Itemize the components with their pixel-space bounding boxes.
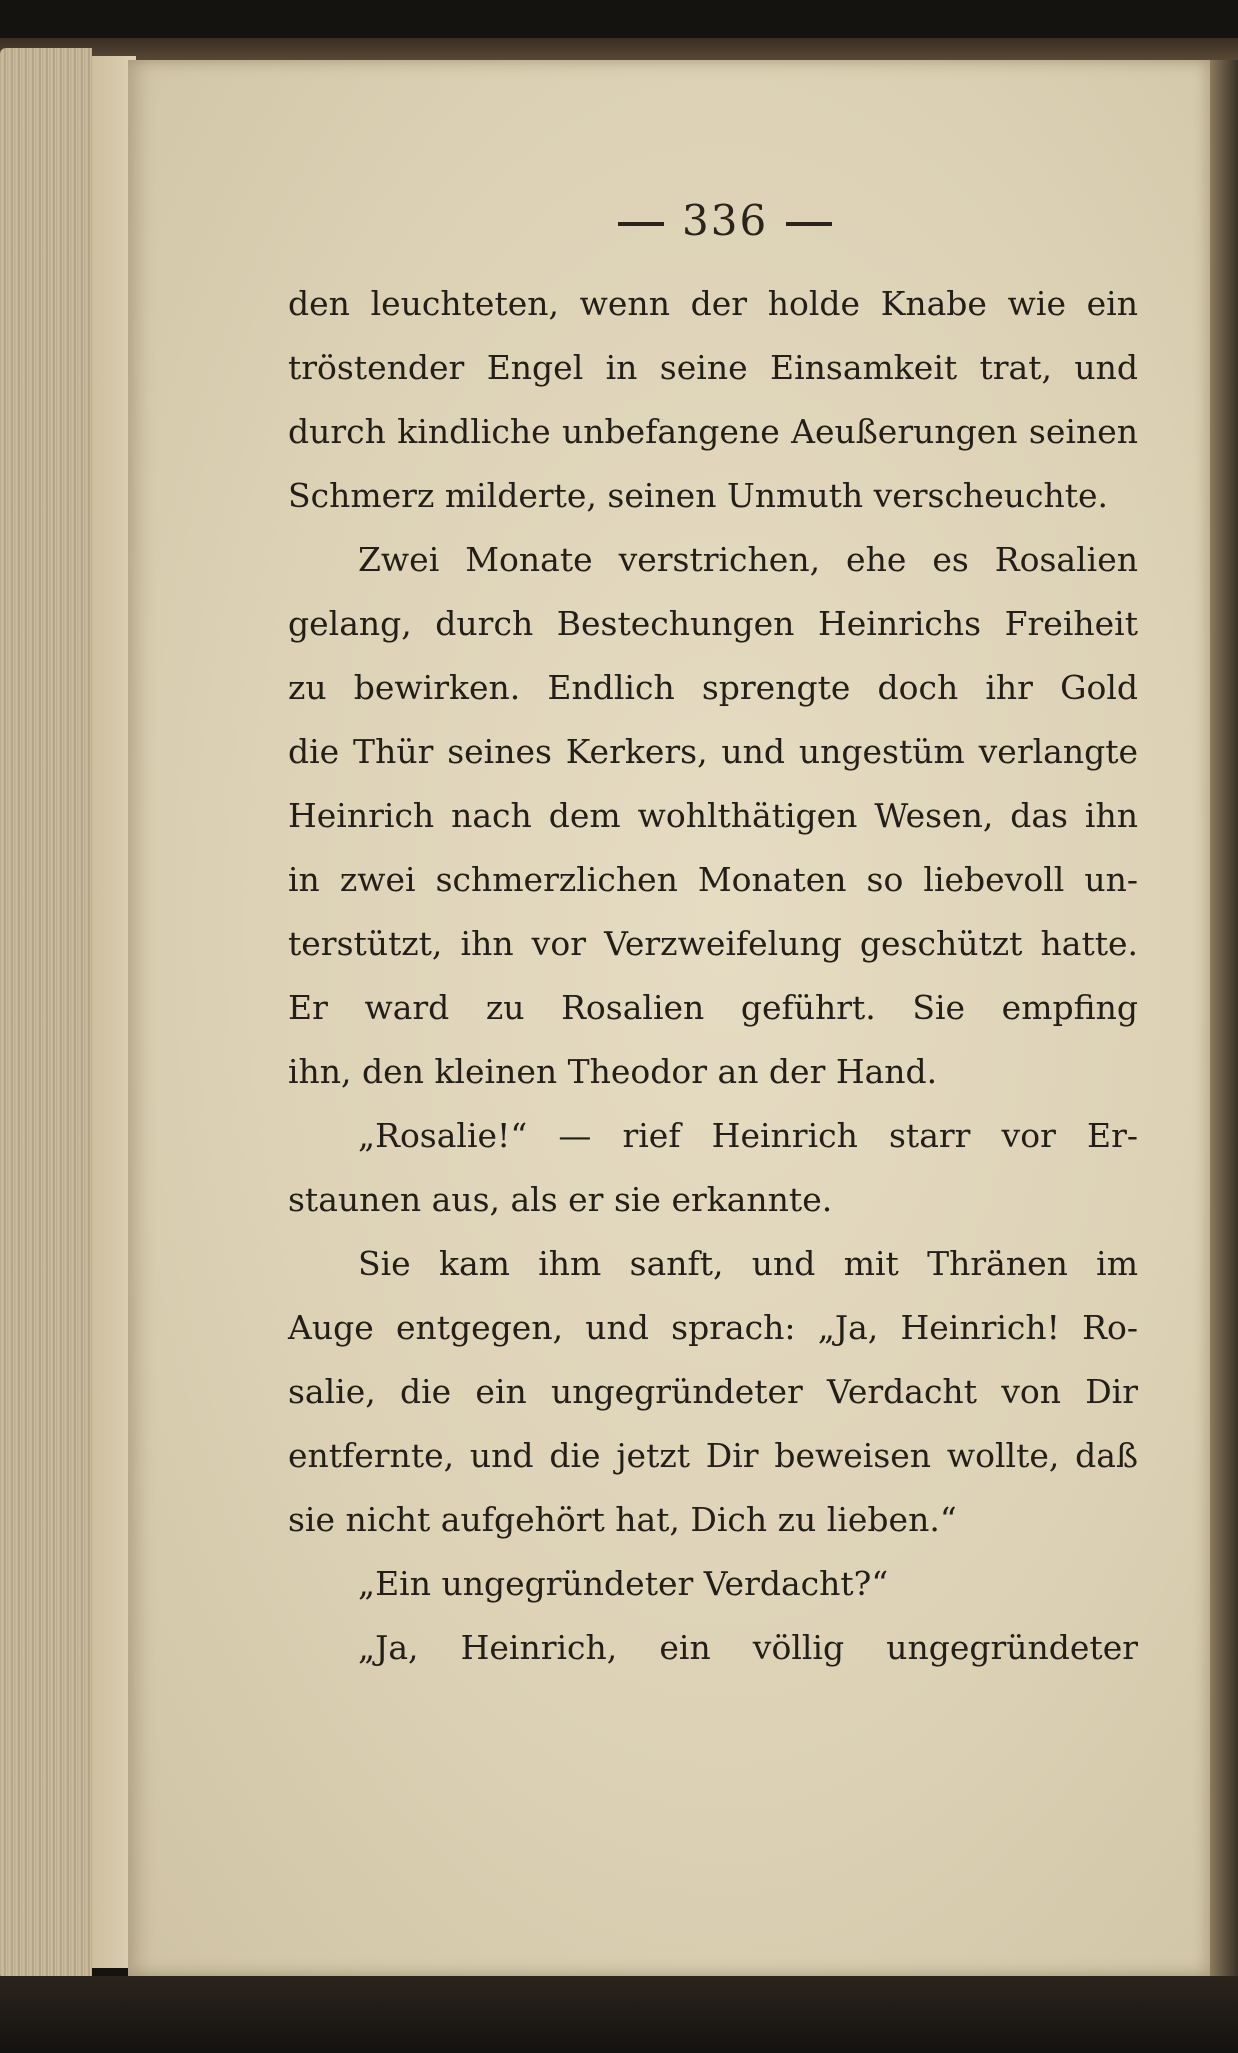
page-number: 336 (682, 196, 769, 245)
book-cover-edge (0, 38, 1238, 62)
text-line: Zwei Monate verstrichen, ehe es Rosalien (358, 540, 1138, 579)
text-line: ihn, den kleinen Theodor an der Hand. (288, 1052, 938, 1091)
text-line: „Ein ungegründeter Verdacht?“ (358, 1564, 889, 1603)
text-line: entfernte, und die jetzt Dir beweisen wollte, daß (288, 1436, 1138, 1475)
text-line: Er ward zu Rosalien geführt. Sie empfing (288, 988, 1138, 1027)
text-line: Schmerz milderte, seinen Unmuth verscheuchte. (288, 476, 1108, 515)
text-line: durch kindliche unbefangene Aeußerungen seinen (288, 412, 1138, 451)
body-text (288, 272, 1138, 1680)
text-line: Sie kam ihm sanft, und mit Thränen im (358, 1244, 1138, 1283)
text-line: die Thür seines Kerkers, und ungestüm verlangte (288, 732, 1138, 771)
text-line: zu bewirken. Endlich sprengte doch ihr Gold (288, 668, 1138, 707)
header-dash-right (786, 222, 832, 226)
page-header (600, 196, 900, 245)
text-line: tröstender Engel in seine Einsamkeit trat, und (288, 348, 1138, 387)
text-line: Heinrich nach dem wohlthätigen Wesen, das ihn (288, 796, 1138, 835)
text-line: salie, die ein ungegründeter Verdacht von Dir (288, 1372, 1138, 1411)
text-line: staunen aus, als er sie erkannte. (288, 1180, 833, 1219)
text-line: in zwei schmerzlichen Monaten so liebevoll un- (288, 860, 1138, 899)
page-right-edge (1210, 60, 1238, 1976)
text-line: sie nicht aufgehört hat, Dich zu lieben.“ (288, 1500, 957, 1539)
text-line: „Rosalie!“ — rief Heinrich starr vor Er- (358, 1116, 1138, 1155)
text-line: Auge entgegen, und sprach: „Ja, Heinrich! Ro- (288, 1308, 1138, 1347)
text-line: „Ja, Heinrich, ein völlig ungegründeter (358, 1628, 1138, 1667)
book-cover-bottom (0, 1976, 1238, 2053)
text-line: den leuchteten, wenn der holde Knabe wie ein (288, 284, 1138, 323)
page-stack (0, 48, 92, 1980)
header-dash-left (618, 222, 664, 226)
text-line: gelang, durch Bestechungen Heinrichs Freiheit (288, 604, 1138, 643)
text-line: terstützt, ihn vor Verzweifelung geschützt hatte. (288, 924, 1138, 963)
